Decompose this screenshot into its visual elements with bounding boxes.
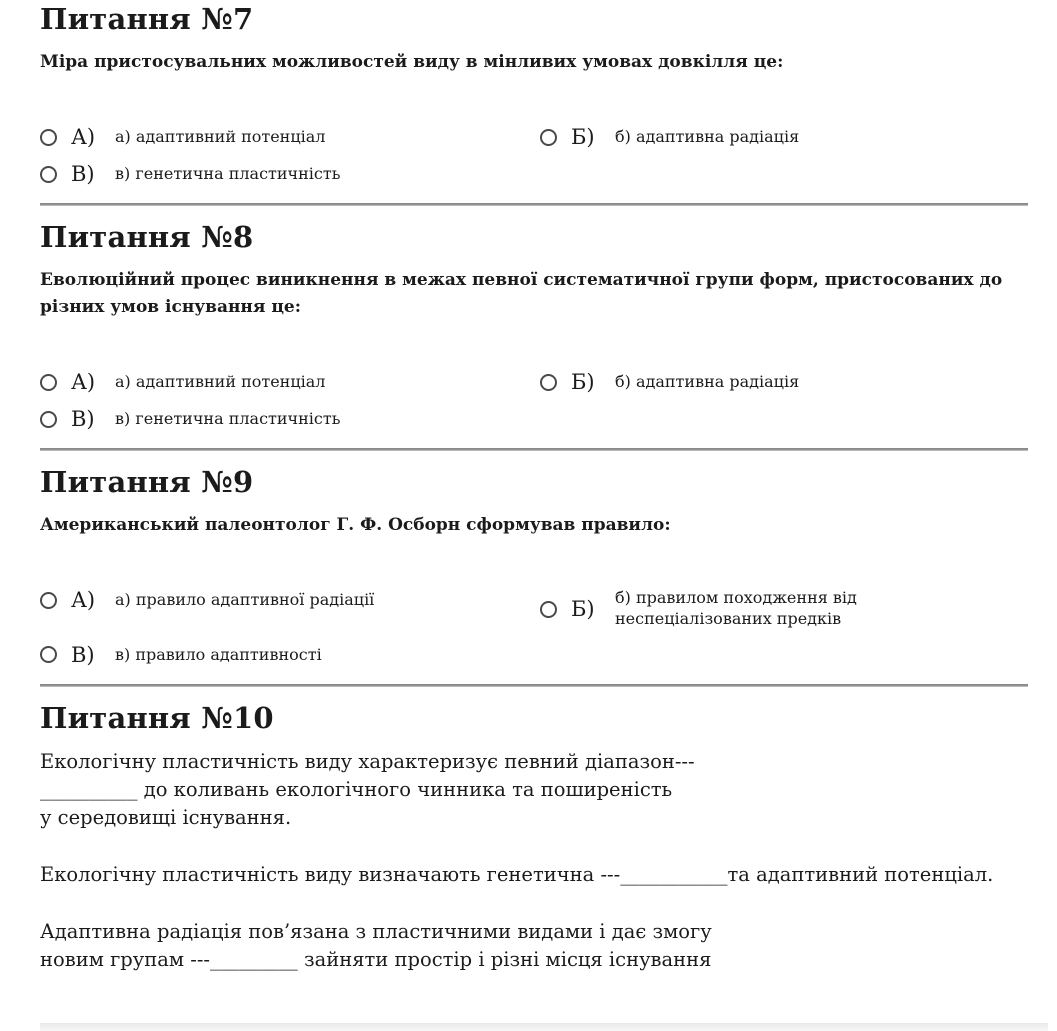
question-title: Питання №10 — [40, 700, 274, 735]
option-letter: В) — [71, 407, 95, 432]
options-group — [40, 370, 1028, 431]
option-text: а) адаптивний потенціал — [115, 371, 326, 391]
option-b[interactable] — [540, 588, 1028, 630]
question-title: Питання №8 — [40, 220, 254, 255]
option-letter: А) — [71, 588, 96, 613]
radio-button-icon[interactable] — [40, 646, 57, 663]
option-b[interactable] — [540, 370, 1028, 394]
radio-button-icon[interactable] — [40, 592, 57, 609]
option-letter: Б) — [571, 597, 595, 622]
paragraph-line: новим групам ---_________ зайняти простір і різні місця існування — [40, 947, 712, 971]
option-letter: А) — [71, 370, 96, 395]
options-group — [40, 125, 1028, 186]
question-title: Питання №9 — [40, 465, 254, 500]
option-text: в) правило адаптивності — [115, 644, 322, 664]
bottom-divider — [40, 1023, 1048, 1031]
option-letter: В) — [71, 162, 95, 187]
question-prompt: Еволюційний процес виникнення в межах певної систематичної групи форм, пристосованих до різних умов існування це: — [40, 270, 1003, 317]
option-letter: Б) — [571, 125, 595, 150]
question-10-section — [40, 687, 1028, 1020]
option-v[interactable] — [40, 407, 540, 431]
option-text: а) правило адаптивної радіації — [115, 589, 375, 609]
option-text: б) адаптивна радіація — [615, 371, 800, 391]
option-a[interactable] — [40, 588, 540, 612]
question-7-section — [40, 0, 1028, 203]
paragraph-line: Адаптивна радіація пов’язана з пластичними видами і дає змогу — [40, 919, 712, 943]
option-a[interactable] — [40, 370, 540, 394]
radio-button-icon[interactable] — [540, 601, 557, 618]
fill-in-paragraph — [40, 748, 1028, 832]
paragraph-line: у середовищі існування. — [40, 805, 292, 829]
option-b[interactable] — [540, 125, 1028, 149]
question-prompt: Американський палеонтолог Г. Ф. Осборн сформував правило: — [40, 515, 671, 536]
option-text: в) генетична пластичність — [115, 408, 341, 428]
radio-button-icon[interactable] — [40, 129, 57, 146]
radio-button-icon[interactable] — [40, 374, 57, 391]
option-letter: В) — [71, 642, 95, 667]
option-text: б) адаптивна радіація — [615, 126, 800, 146]
paragraph-line: __________ до коливань екологічного чинника та поширеність — [40, 777, 673, 801]
question-8-section — [40, 206, 1028, 448]
option-a[interactable] — [40, 125, 540, 149]
fill-in-paragraph — [40, 861, 1028, 889]
option-text: а) адаптивний потенціал — [115, 126, 326, 146]
fill-in-paragraph — [40, 918, 1028, 974]
radio-button-icon[interactable] — [40, 411, 57, 428]
radio-button-icon[interactable] — [540, 374, 557, 391]
options-group — [40, 588, 1028, 667]
question-9-section — [40, 451, 1028, 684]
paragraph-line: Екологічну пластичність виду характеризує певний діапазон--- — [40, 749, 695, 773]
question-title: Питання №7 — [40, 2, 254, 36]
option-v[interactable] — [40, 162, 540, 186]
radio-button-icon[interactable] — [540, 129, 557, 146]
paragraph-line: Екологічну пластичність виду визначають генетична ---___________та адаптивний потенціал. — [40, 862, 994, 886]
option-text: б) правилом походження від неспеціалізованих предків — [615, 588, 857, 629]
option-text: в) генетична пластичність — [115, 163, 341, 183]
option-letter: Б) — [571, 370, 595, 395]
question-prompt: Міра пристосувальних можливостей виду в мінливих умовах довкілля це: — [40, 52, 784, 72]
option-letter: А) — [71, 125, 96, 150]
option-v[interactable] — [40, 643, 540, 667]
radio-button-icon[interactable] — [40, 166, 57, 183]
